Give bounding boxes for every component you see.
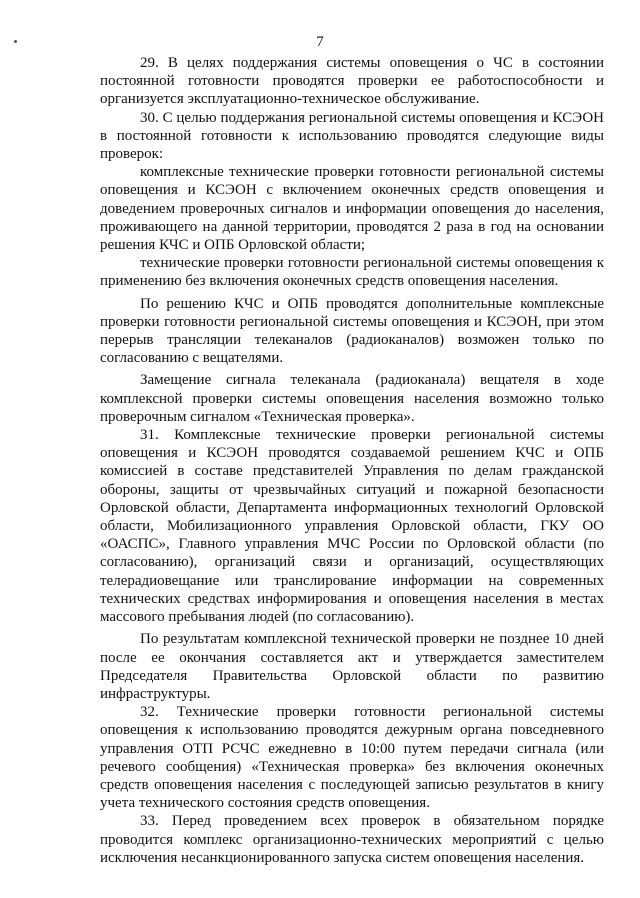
page-number: 7 — [316, 34, 324, 50]
paragraph-complex-checks: комплексные технические проверки готовности региональной системы оповещения и КСЭОН с включением оконечных средств оповещения и доведением проверочных сигналов и информации оповещения до населения, проживающего на данной территории, проводятся 2 раза в год на основании решения КЧС и ОПБ Орловской области; — [100, 164, 604, 254]
paragraph-check-results: По результатам комплексной технической проверки не позднее 10 дней после ее окончания составляется акт и утверждается заместителем Председателя Правительства Орловской области по развитию инфраструктуры. — [100, 631, 604, 702]
paragraph-32: 32. Технические проверки готовности региональной системы оповещения к использованию проводятся дежурным органа повседневного управления ОТП РСЧС ежедневно в 10:00 путем передачи сигнала (или речевого сообщения) «Техническая проверка» без включения оконечных средств оповещения населения с последующей записью результатов в книгу учета технического состояния средств оповещения. — [100, 704, 604, 812]
paragraph-additional-checks: По решению КЧС и ОПБ проводятся дополнительные комплексные проверки готовности региональной системы оповещения и КСЭОН, при этом перерыв трансляции телеканалов (радиоканалов) возможен только по согласованию с вещателями. — [100, 295, 604, 367]
paragraph-signal-replacement: Замещение сигнала телеканала (радиоканала) вещателя в ходе комплексной проверки системы оповещения населения возможно только проверочным сигналом «Техническая проверка». — [100, 372, 604, 425]
paragraph-33: 33. Перед проведением всех проверок в обязательном порядке проводится комплекс организационно-технических мероприятий с целью исключения несанкционированного запуска систем оповещения населения. — [100, 813, 604, 866]
paragraph-technical-checks: технические проверки готовности региональной системы оповещения к применению без включения оконечных средств оповещения населения. — [100, 255, 604, 290]
paragraph-29: 29. В целях поддержания системы оповещения о ЧС в состоянии постоянной готовности проводятся проверки ее работоспособности и организуется эксплуатационно-техническое обслуживание. — [100, 55, 604, 108]
paragraph-31: 31. Комплексные технические проверки региональной системы оповещения и КСЭОН проводятся создаваемой решением КЧС и ОПБ комиссией в составе представителей Управления по делам гражданской обороны, защиты от чрезвычайных ситуаций и пожарной безопасности Орловской области, Департамента информационных технологий Орловской области, Мобилизационного управления Орловской области, ГКУ ОО «ОАСПС», Главного управления МЧС России по Орловской области (по согласованию), организаций связи и организаций, осуществляющих телерадиовещание или транслирование информации на современных технических средствах информирования и оповещения населения в местах массового пребывания людей (по согласованию). — [100, 427, 604, 626]
document-body — [100, 54, 604, 867]
paragraph-30: 30. С целью поддержания региональной системы оповещения и КСЭОН в постоянной готовности к использованию проводятся следующие виды проверок: — [100, 109, 604, 163]
